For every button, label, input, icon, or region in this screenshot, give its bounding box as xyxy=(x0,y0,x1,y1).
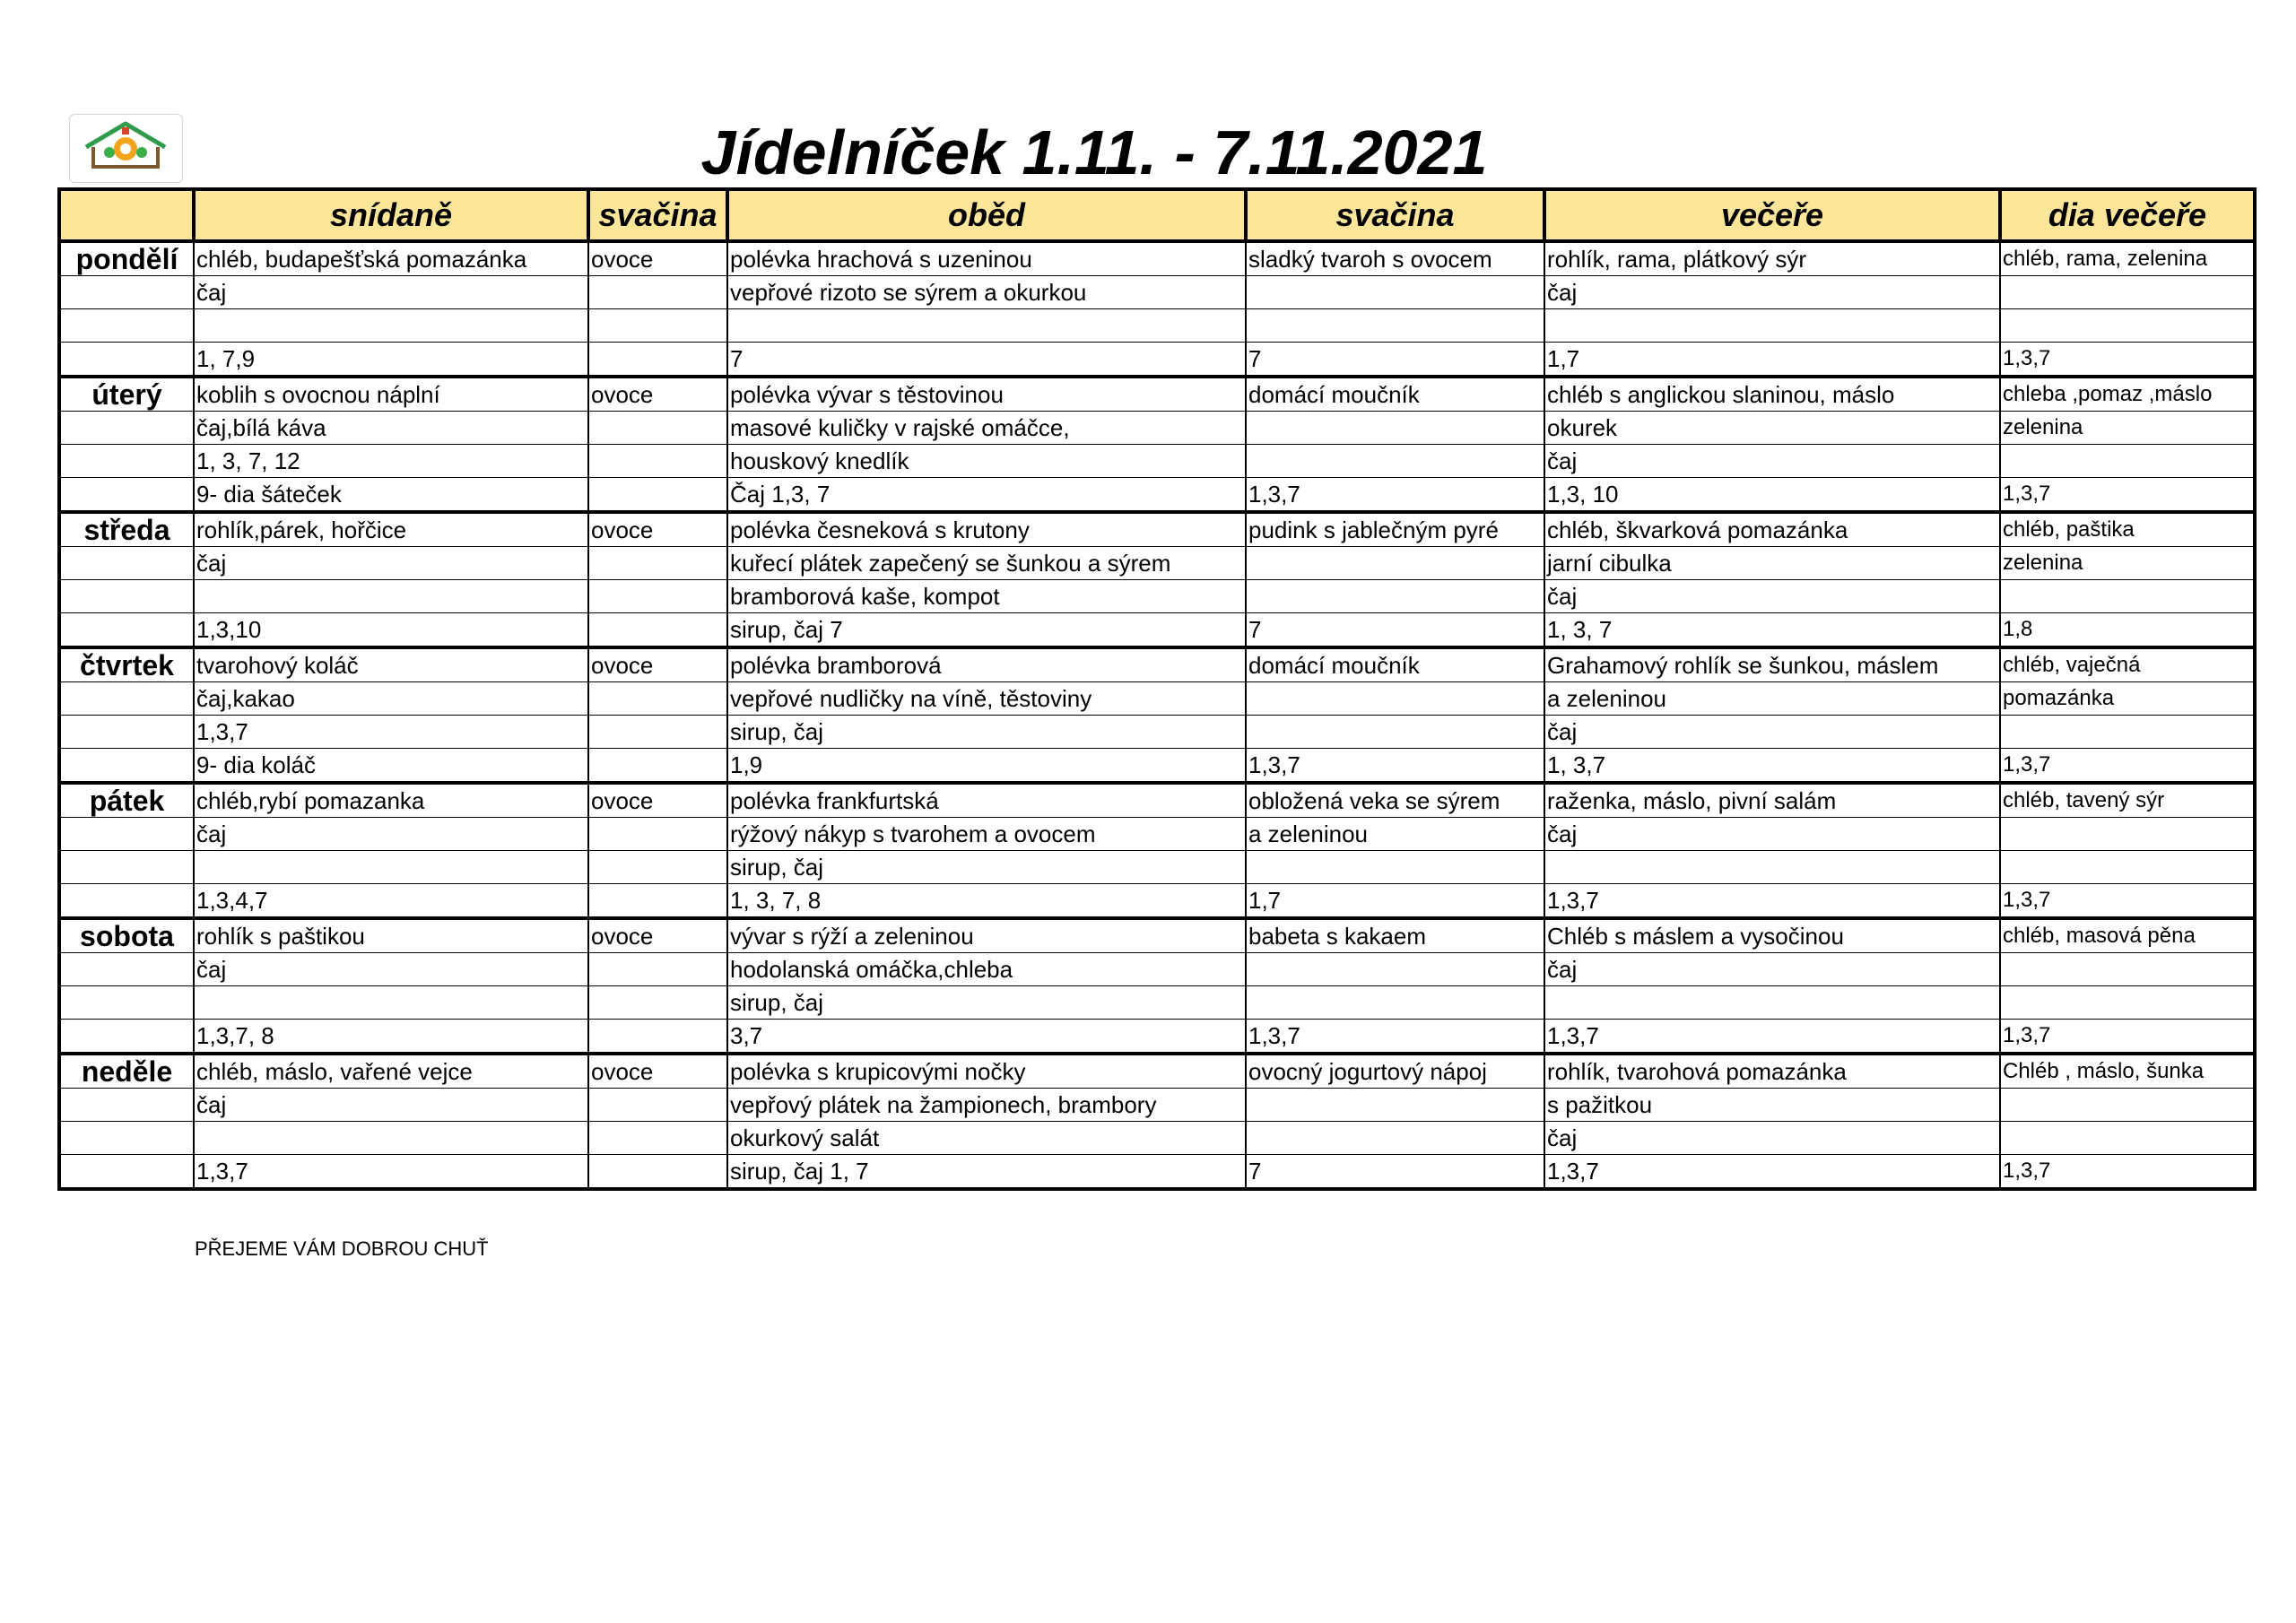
header-snack-afternoon: svačina xyxy=(1246,189,1544,241)
day-name xyxy=(59,1155,194,1190)
cell-dia-dinner: 1,3,7 xyxy=(2000,749,2255,784)
cell-snack-morning xyxy=(588,884,727,919)
cell-snack-morning: ovoce xyxy=(588,241,727,276)
cell-snack-morning xyxy=(588,613,727,648)
cell-lunch: vývar s rýží a zeleninou xyxy=(727,918,1246,953)
cell-breakfast: 9- dia šáteček xyxy=(194,478,588,513)
cell-lunch: 7 xyxy=(727,343,1246,378)
cell-breakfast: 1, 7,9 xyxy=(194,343,588,378)
cell-snack-afternoon: pudink s jablečným pyré xyxy=(1246,512,1544,547)
cell-breakfast: 1, 3, 7, 12 xyxy=(194,445,588,478)
cell-snack-morning xyxy=(588,851,727,884)
cell-snack-morning xyxy=(588,445,727,478)
table-row xyxy=(59,884,2255,919)
cell-dia-dinner xyxy=(2000,580,2255,613)
cell-lunch: bramborová kaše, kompot xyxy=(727,580,1246,613)
cell-breakfast xyxy=(194,1122,588,1155)
cell-snack-afternoon: babeta s kakaem xyxy=(1246,918,1544,953)
table-row xyxy=(59,580,2255,613)
cell-dia-dinner: pomazánka xyxy=(2000,682,2255,716)
cell-dia-dinner: 1,8 xyxy=(2000,613,2255,648)
header-day xyxy=(59,189,194,241)
header-breakfast: snídaně xyxy=(194,189,588,241)
cell-dinner: Grahamový rohlík se šunkou, máslem xyxy=(1544,647,2000,682)
cell-lunch: 1,9 xyxy=(727,749,1246,784)
cell-dinner: 1,3, 10 xyxy=(1544,478,2000,513)
cell-breakfast: rohlík s paštikou xyxy=(194,918,588,953)
cell-lunch: 3,7 xyxy=(727,1020,1246,1055)
cell-dinner: s pažitkou xyxy=(1544,1089,2000,1122)
table-row xyxy=(59,276,2255,309)
cell-lunch: polévka vývar s těstovinou xyxy=(727,377,1246,412)
day-name: pátek xyxy=(59,783,194,818)
cell-dinner: jarní cibulka xyxy=(1544,547,2000,580)
cell-dinner: raženka, máslo, pivní salám xyxy=(1544,783,2000,818)
cell-snack-afternoon: sladký tvaroh s ovocem xyxy=(1246,241,1544,276)
cell-snack-morning: ovoce xyxy=(588,647,727,682)
cell-dia-dinner: chléb, masová pěna xyxy=(2000,918,2255,953)
cell-lunch: polévka s krupicovými nočky xyxy=(727,1054,1246,1089)
table-row xyxy=(59,818,2255,851)
cell-lunch: sirup, čaj xyxy=(727,986,1246,1020)
cell-dinner: chléb s anglickou slaninou, máslo xyxy=(1544,377,2000,412)
cell-snack-morning xyxy=(588,580,727,613)
cell-snack-afternoon: a zeleninou xyxy=(1246,818,1544,851)
table-row xyxy=(59,716,2255,749)
cell-snack-afternoon: domácí moučník xyxy=(1246,377,1544,412)
cell-dia-dinner: 1,3,7 xyxy=(2000,1020,2255,1055)
cell-snack-morning xyxy=(588,716,727,749)
cell-dinner: čaj xyxy=(1544,445,2000,478)
cell-dinner: 1, 3,7 xyxy=(1544,749,2000,784)
cell-snack-morning xyxy=(588,478,727,513)
cell-snack-afternoon: 1,3,7 xyxy=(1246,749,1544,784)
day-name: středa xyxy=(59,512,194,547)
cell-snack-afternoon: obložená veka se sýrem xyxy=(1246,783,1544,818)
cell-dia-dinner: 1,3,7 xyxy=(2000,1155,2255,1190)
header-snack-morning: svačina xyxy=(588,189,727,241)
cell-breakfast: čaj xyxy=(194,1089,588,1122)
header-row xyxy=(59,189,2255,241)
cell-snack-afternoon xyxy=(1246,953,1544,986)
cell-lunch: 1, 3, 7, 8 xyxy=(727,884,1246,919)
cell-snack-morning: ovoce xyxy=(588,1054,727,1089)
day-name xyxy=(59,613,194,648)
cell-lunch: polévka bramborová xyxy=(727,647,1246,682)
cell-dinner: okurek xyxy=(1544,412,2000,445)
table-row xyxy=(59,377,2255,412)
table-row xyxy=(59,478,2255,513)
cell-breakfast: rohlík,párek, hořčice xyxy=(194,512,588,547)
cell-lunch: sirup, čaj xyxy=(727,851,1246,884)
cell-breakfast: 1,3,7 xyxy=(194,1155,588,1190)
day-name: čtvrtek xyxy=(59,647,194,682)
cell-dinner: 1,7 xyxy=(1544,343,2000,378)
cell-dia-dinner xyxy=(2000,1089,2255,1122)
cell-lunch xyxy=(727,309,1246,343)
cell-dia-dinner: 1,3,7 xyxy=(2000,343,2255,378)
table-row xyxy=(59,682,2255,716)
cell-lunch: polévka frankfurtská xyxy=(727,783,1246,818)
cell-snack-afternoon xyxy=(1246,1122,1544,1155)
cell-snack-morning xyxy=(588,818,727,851)
cell-snack-morning xyxy=(588,343,727,378)
table-row xyxy=(59,953,2255,986)
cell-breakfast: 1,3,4,7 xyxy=(194,884,588,919)
cell-breakfast: čaj xyxy=(194,276,588,309)
cell-dinner: Chléb s máslem a vysočinou xyxy=(1544,918,2000,953)
cell-breakfast xyxy=(194,851,588,884)
day-name xyxy=(59,1122,194,1155)
cell-dinner xyxy=(1544,309,2000,343)
cell-dinner: čaj xyxy=(1544,716,2000,749)
cell-breakfast: 1,3,10 xyxy=(194,613,588,648)
cell-snack-morning xyxy=(588,1122,727,1155)
cell-snack-morning xyxy=(588,682,727,716)
cell-dia-dinner: chleba ,pomaz ,máslo xyxy=(2000,377,2255,412)
table-row xyxy=(59,1089,2255,1122)
day-name xyxy=(59,445,194,478)
table-row xyxy=(59,445,2255,478)
day-name: sobota xyxy=(59,918,194,953)
cell-snack-morning xyxy=(588,1020,727,1055)
table-row xyxy=(59,309,2255,343)
cell-dia-dinner: chléb, paštika xyxy=(2000,512,2255,547)
cell-breakfast: 1,3,7 xyxy=(194,716,588,749)
cell-lunch: rýžový nákyp s tvarohem a ovocem xyxy=(727,818,1246,851)
cell-dia-dinner xyxy=(2000,986,2255,1020)
table-row xyxy=(59,241,2255,276)
cell-dia-dinner xyxy=(2000,953,2255,986)
cell-snack-afternoon: ovocný jogurtový nápoj xyxy=(1246,1054,1544,1089)
cell-snack-morning xyxy=(588,986,727,1020)
cell-snack-afternoon xyxy=(1246,412,1544,445)
day-name xyxy=(59,343,194,378)
cell-breakfast xyxy=(194,986,588,1020)
page-title: Jídelníček 1.11. - 7.11.2021 xyxy=(700,117,1488,187)
cell-breakfast: chléb, máslo, vařené vejce xyxy=(194,1054,588,1089)
cell-dia-dinner xyxy=(2000,818,2255,851)
cell-snack-afternoon xyxy=(1246,276,1544,309)
cell-snack-afternoon: 7 xyxy=(1246,613,1544,648)
cell-lunch: vepřové rizoto se sýrem a okurkou xyxy=(727,276,1246,309)
cell-dia-dinner xyxy=(2000,309,2255,343)
cell-dinner: 1, 3, 7 xyxy=(1544,613,2000,648)
cell-snack-morning xyxy=(588,547,727,580)
cell-lunch: houskový knedlík xyxy=(727,445,1246,478)
day-name xyxy=(59,412,194,445)
cell-dia-dinner: 1,3,7 xyxy=(2000,884,2255,919)
table-row xyxy=(59,986,2255,1020)
table-row xyxy=(59,647,2255,682)
cell-lunch: Čaj 1,3, 7 xyxy=(727,478,1246,513)
cell-snack-afternoon xyxy=(1246,1089,1544,1122)
cell-snack-morning xyxy=(588,953,727,986)
cell-dinner: 1,3,7 xyxy=(1544,1155,2000,1190)
cell-snack-afternoon: 1,3,7 xyxy=(1246,478,1544,513)
cell-breakfast: čaj xyxy=(194,953,588,986)
day-name xyxy=(59,884,194,919)
header-lunch: oběd xyxy=(727,189,1246,241)
cell-lunch: sirup, čaj 7 xyxy=(727,613,1246,648)
cell-dia-dinner: 1,3,7 xyxy=(2000,478,2255,513)
day-name: pondělí xyxy=(59,241,194,276)
cell-breakfast: chléb,rybí pomazanka xyxy=(194,783,588,818)
table-row xyxy=(59,343,2255,378)
cell-lunch: kuřecí plátek zapečený se šunkou a sýrem xyxy=(727,547,1246,580)
cell-lunch: sirup, čaj 1, 7 xyxy=(727,1155,1246,1190)
cell-snack-afternoon: 7 xyxy=(1246,1155,1544,1190)
cell-breakfast: 1,3,7, 8 xyxy=(194,1020,588,1055)
table-row xyxy=(59,1155,2255,1190)
cell-snack-afternoon: 1,7 xyxy=(1246,884,1544,919)
cell-breakfast: čaj,bílá káva xyxy=(194,412,588,445)
cell-dia-dinner xyxy=(2000,851,2255,884)
table-row xyxy=(59,1020,2255,1055)
cell-snack-morning: ovoce xyxy=(588,783,727,818)
cell-dia-dinner: Chléb , máslo, šunka xyxy=(2000,1054,2255,1089)
day-name xyxy=(59,986,194,1020)
table-row xyxy=(59,918,2255,953)
header-dia-dinner: dia večeře xyxy=(2000,189,2255,241)
cell-snack-morning: ovoce xyxy=(588,918,727,953)
table-row xyxy=(59,613,2255,648)
table-row xyxy=(59,749,2255,784)
day-name xyxy=(59,580,194,613)
table-row xyxy=(59,1054,2255,1089)
cell-snack-afternoon xyxy=(1246,445,1544,478)
cell-snack-morning xyxy=(588,276,727,309)
cell-lunch: okurkový salát xyxy=(727,1122,1246,1155)
header-dinner: večeře xyxy=(1544,189,2000,241)
day-name: úterý xyxy=(59,377,194,412)
day-name xyxy=(59,716,194,749)
cell-breakfast: čaj xyxy=(194,818,588,851)
cell-dinner: 1,3,7 xyxy=(1544,884,2000,919)
cell-dinner: čaj xyxy=(1544,580,2000,613)
cell-dinner: rohlík, rama, plátkový sýr xyxy=(1544,241,2000,276)
table-row xyxy=(59,1122,2255,1155)
cell-dia-dinner: zelenina xyxy=(2000,412,2255,445)
cell-dinner: a zeleninou xyxy=(1544,682,2000,716)
footer-text: PŘEJEME VÁM DOBROU CHUŤ xyxy=(195,1237,489,1260)
cell-dinner xyxy=(1544,851,2000,884)
cell-snack-morning xyxy=(588,1089,727,1122)
cell-dinner: chléb, škvarková pomazánka xyxy=(1544,512,2000,547)
cell-dinner: čaj xyxy=(1544,953,2000,986)
cell-dinner: čaj xyxy=(1544,818,2000,851)
table-row xyxy=(59,851,2255,884)
cell-snack-morning xyxy=(588,749,727,784)
cell-breakfast: čaj xyxy=(194,547,588,580)
cell-breakfast: tvarohový koláč xyxy=(194,647,588,682)
cell-snack-afternoon xyxy=(1246,682,1544,716)
cell-dia-dinner: chléb, tavený sýr xyxy=(2000,783,2255,818)
cell-dia-dinner xyxy=(2000,276,2255,309)
day-name xyxy=(59,1020,194,1055)
cell-dia-dinner xyxy=(2000,716,2255,749)
cell-snack-morning xyxy=(588,412,727,445)
cell-snack-afternoon: 1,3,7 xyxy=(1246,1020,1544,1055)
cell-dinner: čaj xyxy=(1544,1122,2000,1155)
day-name xyxy=(59,818,194,851)
cell-dia-dinner xyxy=(2000,1122,2255,1155)
day-name xyxy=(59,309,194,343)
table-row xyxy=(59,512,2255,547)
cell-dinner xyxy=(1544,986,2000,1020)
cell-dia-dinner: zelenina xyxy=(2000,547,2255,580)
day-name xyxy=(59,276,194,309)
cell-lunch: polévka hrachová s uzeninou xyxy=(727,241,1246,276)
cell-snack-afternoon xyxy=(1246,580,1544,613)
cell-breakfast xyxy=(194,309,588,343)
cell-snack-afternoon xyxy=(1246,309,1544,343)
cell-breakfast: chléb, budapešťská pomazánka xyxy=(194,241,588,276)
day-name xyxy=(59,851,194,884)
cell-dia-dinner: chléb, rama, zelenina xyxy=(2000,241,2255,276)
cell-dinner: čaj xyxy=(1544,276,2000,309)
cell-lunch: vepřový plátek na žampionech, brambory xyxy=(727,1089,1246,1122)
cell-snack-afternoon xyxy=(1246,547,1544,580)
cell-lunch: masové kuličky v rajské omáčce, xyxy=(727,412,1246,445)
cell-snack-morning: ovoce xyxy=(588,512,727,547)
cell-snack-morning xyxy=(588,309,727,343)
day-name: neděle xyxy=(59,1054,194,1089)
cell-snack-afternoon xyxy=(1246,986,1544,1020)
day-name xyxy=(59,749,194,784)
cell-breakfast: koblih s ovocnou náplní xyxy=(194,377,588,412)
cell-breakfast: čaj,kakao xyxy=(194,682,588,716)
table-row xyxy=(59,547,2255,580)
cell-snack-morning: ovoce xyxy=(588,377,727,412)
day-name xyxy=(59,1089,194,1122)
table-row xyxy=(59,412,2255,445)
day-name xyxy=(59,682,194,716)
day-name xyxy=(59,953,194,986)
day-name xyxy=(59,547,194,580)
cell-dinner: rohlík, tvarohová pomazánka xyxy=(1544,1054,2000,1089)
cell-snack-morning xyxy=(588,1155,727,1190)
menu-table xyxy=(57,187,2257,1191)
cell-dia-dinner: chléb, vaječná xyxy=(2000,647,2255,682)
cell-snack-afternoon xyxy=(1246,851,1544,884)
cell-snack-afternoon xyxy=(1246,716,1544,749)
cell-lunch: hodolanská omáčka,chleba xyxy=(727,953,1246,986)
cell-lunch: vepřové nudličky na víně, těstoviny xyxy=(727,682,1246,716)
table-row xyxy=(59,783,2255,818)
cell-breakfast: 9- dia koláč xyxy=(194,749,588,784)
cell-breakfast xyxy=(194,580,588,613)
cell-dia-dinner xyxy=(2000,445,2255,478)
cell-snack-afternoon: domácí moučník xyxy=(1246,647,1544,682)
day-name xyxy=(59,478,194,513)
cell-lunch: polévka česneková s krutony xyxy=(727,512,1246,547)
cell-snack-afternoon: 7 xyxy=(1246,343,1544,378)
cell-dinner: 1,3,7 xyxy=(1544,1020,2000,1055)
cell-lunch: sirup, čaj xyxy=(727,716,1246,749)
